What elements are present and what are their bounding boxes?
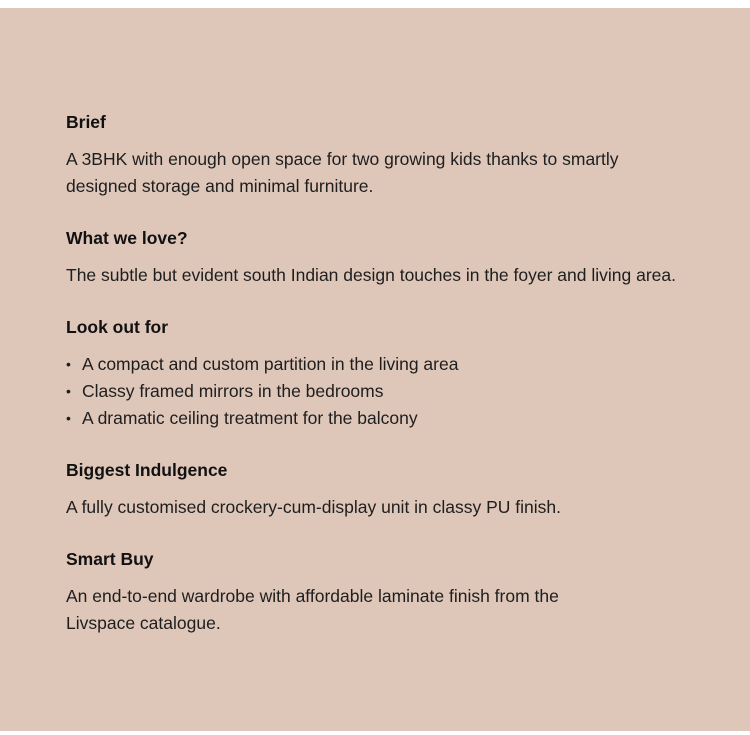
list-item: • A compact and custom partition in the living area bbox=[66, 351, 706, 378]
section-body-biggest-indulgence: A fully customised crockery-cum-display unit in classy PU finish. bbox=[66, 497, 562, 517]
section-body-what-we-love: The subtle but evident south Indian design touches in the foyer and living area. bbox=[66, 265, 676, 285]
section-body-brief: A 3BHK with enough open space for two growing kids thanks to smartly designed storage and minimal furniture. bbox=[66, 149, 619, 196]
section-brief bbox=[66, 111, 706, 200]
project-summary-card bbox=[0, 8, 750, 733]
look-out-for-list bbox=[66, 351, 706, 432]
section-heading-brief: Brief bbox=[66, 112, 106, 132]
section-heading-what-we-love: What we love? bbox=[66, 228, 188, 248]
section-heading-biggest-indulgence: Biggest Indulgence bbox=[66, 460, 228, 480]
section-biggest-indulgence bbox=[66, 459, 706, 521]
section-heading-look-out-for: Look out for bbox=[66, 317, 169, 337]
section-smart-buy bbox=[66, 548, 706, 637]
bullet-icon: • bbox=[66, 410, 71, 426]
card-content bbox=[66, 111, 706, 637]
bullet-icon: • bbox=[66, 356, 71, 372]
list-item: • A dramatic ceiling treatment for the balcony bbox=[66, 405, 706, 432]
section-look-out-for bbox=[66, 316, 706, 432]
section-body-smart-buy: An end-to-end wardrobe with affordable laminate finish from the Livspace catalogue. bbox=[66, 586, 559, 633]
section-heading-smart-buy: Smart Buy bbox=[66, 549, 154, 569]
bullet-icon: • bbox=[66, 383, 71, 399]
section-what-we-love bbox=[66, 227, 706, 289]
list-item: • Classy framed mirrors in the bedrooms bbox=[66, 378, 706, 405]
